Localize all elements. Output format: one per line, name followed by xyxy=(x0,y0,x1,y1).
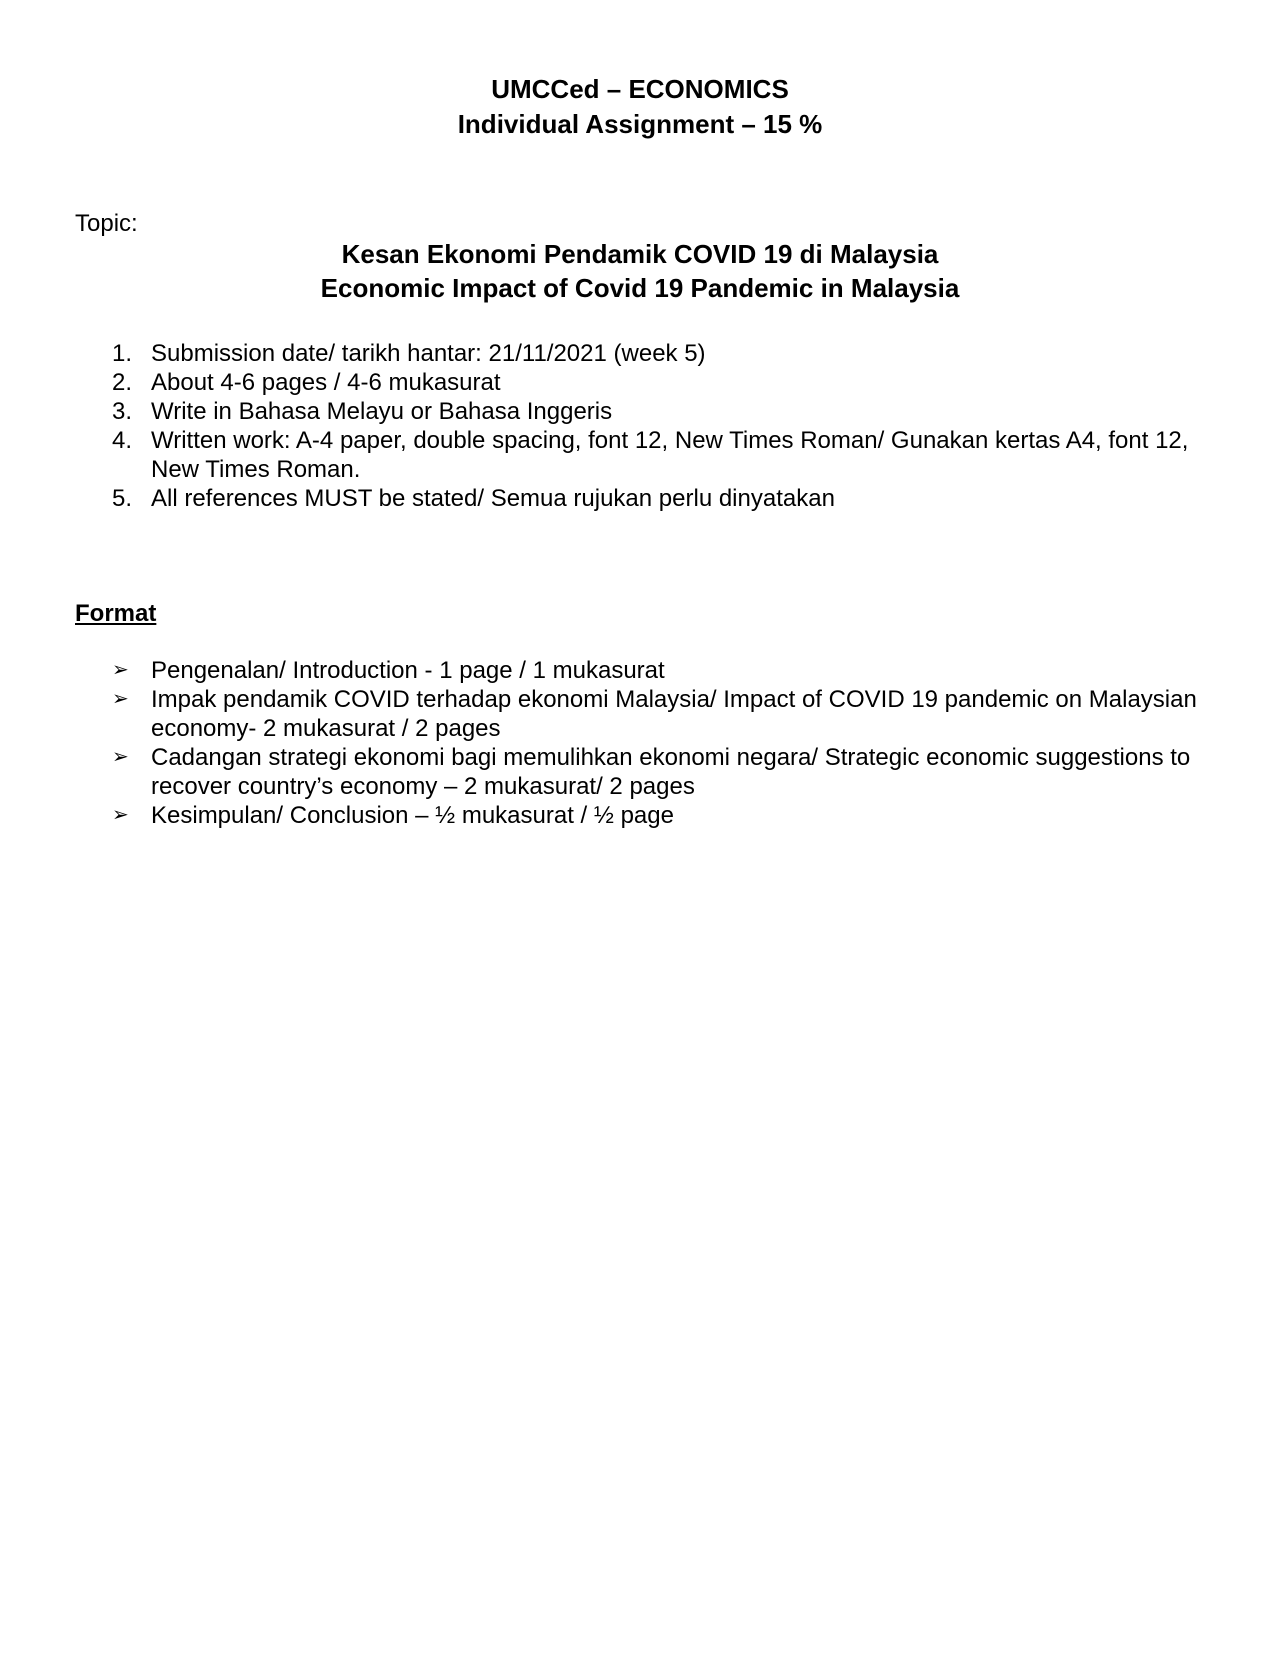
list-item xyxy=(0,426,1280,484)
topic-title-malay: Kesan Ekonomi Pendamik COVID 19 di Malaysia xyxy=(341,239,939,269)
list-item xyxy=(0,656,1280,685)
list-number: 4. xyxy=(112,427,133,454)
list-item xyxy=(0,801,1280,830)
arrowhead-bullet-icon: ➢ xyxy=(112,659,129,681)
list-item xyxy=(0,685,1280,743)
list-item-text: Impak pendamik COVID terhadap ekonomi Malaysia/ Impact of COVID 19 pandemic on Malaysian economy- 2 mukasurat / 2 pages xyxy=(151,686,1197,742)
list-item xyxy=(0,368,1280,397)
arrowhead-bullet-icon: ➢ xyxy=(112,804,129,826)
topic-label: Topic: xyxy=(75,210,138,237)
list-item-text: All references MUST be stated/ Semua rujukan perlu dinyatakan xyxy=(151,485,835,512)
requirements-list xyxy=(0,339,1280,513)
list-item xyxy=(0,743,1280,801)
list-item-text: Write in Bahasa Melayu or Bahasa Inggeris xyxy=(151,398,613,425)
document-header xyxy=(0,72,1280,142)
course-title: UMCCed – ECONOMICS xyxy=(491,74,789,104)
format-heading: Format xyxy=(75,600,157,627)
list-number: 5. xyxy=(112,485,133,512)
list-number: 3. xyxy=(112,398,133,425)
list-number: 1. xyxy=(112,340,133,367)
list-item xyxy=(0,397,1280,426)
arrowhead-bullet-icon: ➢ xyxy=(112,746,129,768)
topic-title xyxy=(0,237,1280,305)
list-item-text: Kesimpulan/ Conclusion – ½ mukasurat / ½ page xyxy=(151,802,674,829)
list-item-text: Submission date/ tarikh hantar: 21/11/2021 (week 5) xyxy=(151,340,706,367)
list-item xyxy=(0,484,1280,513)
list-item-text: Cadangan strategi ekonomi bagi memulihkan ekonomi negara/ Strategic economic suggestions to recover country’s economy – 2 mukasurat/ 2 pages xyxy=(151,744,1191,800)
format-list xyxy=(0,656,1280,830)
list-number: 2. xyxy=(112,369,133,396)
assignment-title: Individual Assignment – 15 % xyxy=(457,109,823,139)
list-item xyxy=(0,339,1280,368)
arrowhead-bullet-icon: ➢ xyxy=(112,688,129,710)
list-item-text: About 4-6 pages / 4-6 mukasurat xyxy=(151,369,501,396)
list-item-text: Written work: A-4 paper, double spacing, font 12, New Times Roman/ Gunakan kertas A4, font 12, New Times Roman. xyxy=(151,427,1189,483)
topic-title-english: Economic Impact of Covid 19 Pandemic in Malaysia xyxy=(320,273,960,303)
list-item-text: Pengenalan/ Introduction - 1 page / 1 mukasurat xyxy=(151,657,665,684)
